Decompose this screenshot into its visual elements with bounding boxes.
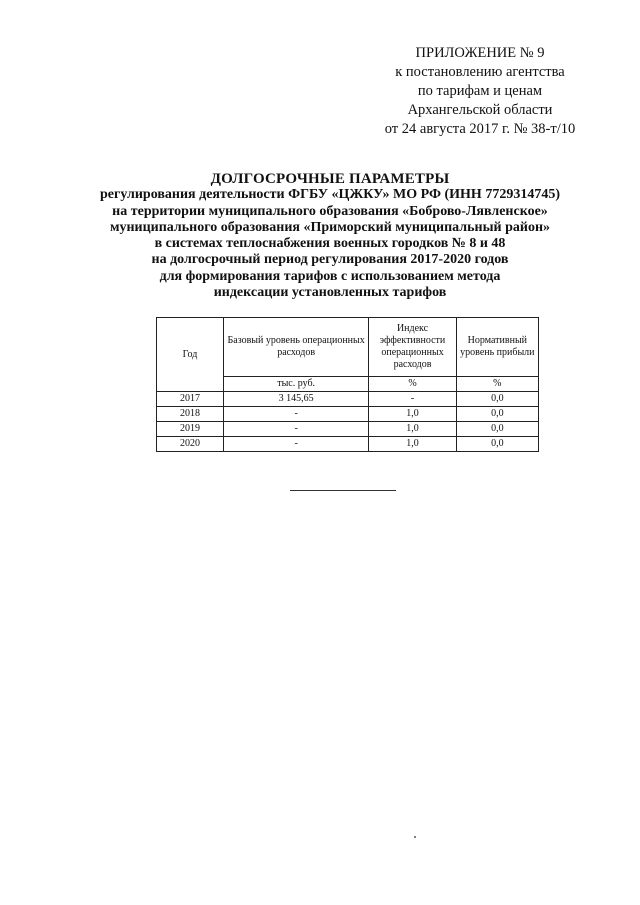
base-costs-cell: 3 145,65 (223, 392, 368, 407)
profit-level-cell: 0,0 (456, 437, 538, 452)
base-costs-cell: - (223, 422, 368, 437)
year-cell: 2017 (157, 392, 224, 407)
year-cell: 2018 (157, 407, 224, 422)
title-line: в системах теплоснабжения военных городков № 8 и 48 (154, 236, 506, 252)
title-line: индексации установленных тарифов (213, 285, 447, 301)
table-row (157, 407, 539, 422)
header-profit-level: Нормативный уровень прибыли (456, 318, 538, 377)
title-line: на долгосрочный период регулирования 2017-2020 годов (151, 252, 509, 268)
year-cell: 2019 (157, 422, 224, 437)
header-base-costs: Базовый уровень операционных расходов (223, 318, 368, 377)
efficiency-index-cell: 1,0 (369, 407, 456, 422)
scan-speck (414, 836, 416, 838)
table-row (157, 437, 539, 452)
title-line: на территории муниципального образования «Боброво-Лявленское» (112, 203, 548, 219)
efficiency-index-cell: 1,0 (369, 422, 456, 437)
header-year: Год (157, 318, 224, 392)
appendix-block (330, 44, 630, 139)
title-line: регулирования деятельности ФГБУ «ЦЖКУ» МО РФ (ИНН 7729314745) (100, 187, 560, 203)
appendix-date-line: от 24 августа 2017 г. № 38-т/10 (384, 121, 576, 137)
header-efficiency-index: Индекс эффективности операционных расходов (369, 318, 456, 377)
unit-cell: тыс. руб. (223, 377, 368, 392)
profit-level-cell: 0,0 (456, 422, 538, 437)
unit-cell: % (369, 377, 456, 392)
efficiency-index-cell: 1,0 (369, 437, 456, 452)
efficiency-index-cell: - (369, 392, 456, 407)
closing-separator-line (290, 490, 396, 491)
table-row (157, 392, 539, 407)
profit-level-cell: 0,0 (456, 392, 538, 407)
profit-level-cell: 0,0 (456, 407, 538, 422)
parameters-table (156, 317, 539, 452)
appendix-number: ПРИЛОЖЕНИЕ № 9 (415, 45, 545, 61)
unit-cell: % (456, 377, 538, 392)
appendix-line: к постановлению агентства (395, 64, 565, 80)
title-line: для формирования тарифов с использованием метода (159, 268, 501, 284)
appendix-line: Архангельской области (407, 102, 553, 118)
base-costs-cell: - (223, 437, 368, 452)
appendix-line: по тарифам и ценам (417, 83, 543, 99)
title-line: муниципального образования «Приморский муниципальный район» (109, 219, 551, 235)
document-title (60, 171, 600, 301)
table-row (157, 422, 539, 437)
year-cell: 2020 (157, 437, 224, 452)
base-costs-cell: - (223, 407, 368, 422)
title-heading: ДОЛГОСРОЧНЫЕ ПАРАМЕТРЫ (210, 171, 450, 187)
table-header-row (157, 318, 539, 377)
